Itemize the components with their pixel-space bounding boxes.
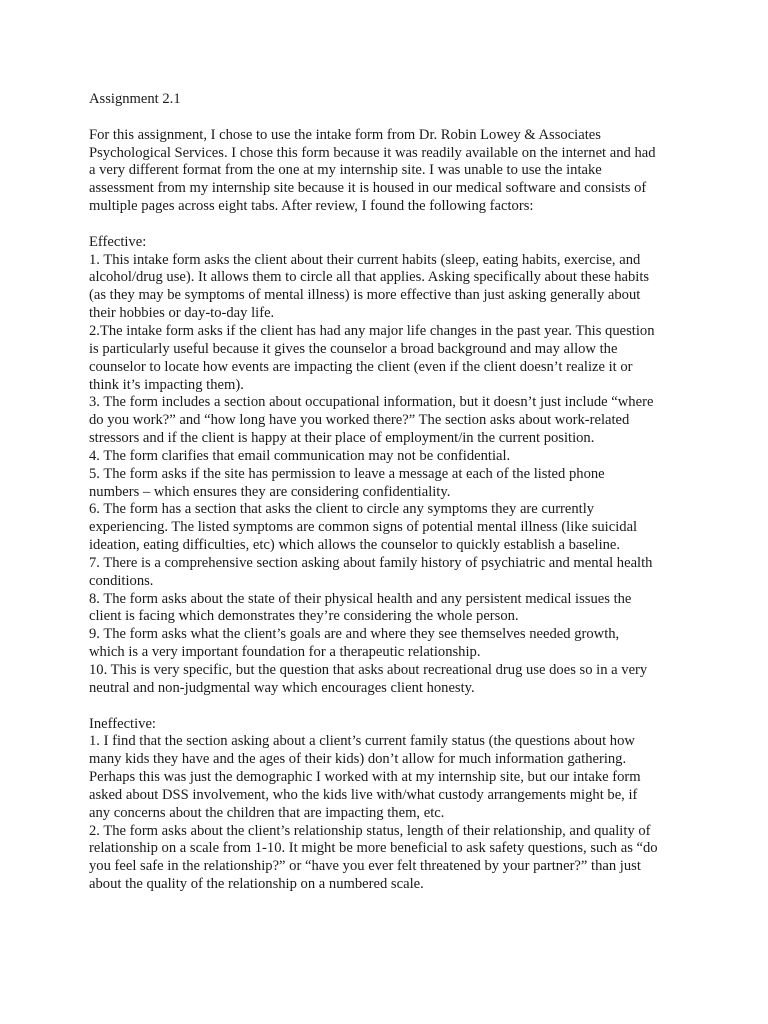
list-item: 5. The form asks if the site has permission to leave a message at each of the listed phone numbers – which ensures they are considering confidentiality. bbox=[89, 465, 605, 500]
list-item: 1. I find that the section asking about a client’s current family status (the questions about how many kids they have and the ages of their kids) don’t allow for much information gathering. Perhaps this was just the demographic I worked with at my internship site, but our intake form asked about DSS involvement, who the kids live with/what custody arrangements might be, if any concerns about the children that are impacting them, etc. bbox=[89, 733, 641, 821]
spacer bbox=[89, 109, 689, 127]
effective-list bbox=[89, 252, 689, 698]
list-item: 2. The form asks about the client’s relationship status, length of their relationship, and quality of relationship on a scale from 1-10. It might be more beneficial to ask safety questions, such as “do you feel safe in the relationship?” or “have you ever felt threatened by your partner?” than just about the quality of the relationship on a numbered scale. bbox=[89, 822, 658, 893]
ineffective-list bbox=[89, 733, 689, 894]
ineffective-heading: Ineffective: bbox=[89, 715, 156, 732]
list-item: 6. The form has a section that asks the client to circle any symptoms they are currently experiencing. The listed symptoms are common signs of potential mental illness (like suicidal ideation, eating difficulties, etc) which allows the counselor to quickly establish a baseline. bbox=[89, 501, 638, 554]
list-item: 3. The form includes a section about occupational information, but it doesn’t just include “where do you work?” and “how long have you worked there?” The section asks about work-related stressors and if the client is happy at their place of employment/in the current position. bbox=[89, 394, 654, 447]
list-item: 2.The intake form asks if the client has had any major life changes in the past year. This question is particularly useful because it gives the counselor a broad background and may allow the counselor to locate how events are impacting the client (even if the client doesn’t realize it or think it’s impacting them). bbox=[89, 322, 655, 393]
effective-heading: Effective: bbox=[89, 233, 147, 250]
list-item: 9. The form asks what the client’s goals are and where they see themselves needed growth, which is a very important foundation for a therapeutic relationship. bbox=[89, 626, 620, 661]
list-item: 8. The form asks about the state of their physical health and any persistent medical issues the client is facing which demonstrates they’re considering the whole person. bbox=[89, 590, 632, 625]
spacer bbox=[89, 216, 689, 234]
list-item: 4. The form clarifies that email communication may not be confidential. bbox=[89, 447, 511, 464]
intro-paragraph: For this assignment, I chose to use the intake form from Dr. Robin Lowey & Associates Psychological Services. I chose this form because it was readily available on the internet and had a very different format from the one at my internship site. I was unable to use the intake assessment from my internship site because it is housed in our medical software and consists of multiple pages across eight tabs. After review, I found the following factors: bbox=[89, 126, 656, 215]
list-item: 10. This is very specific, but the question that asks about recreational drug use does so in a very neutral and non-judgmental way which encourages client honesty. bbox=[89, 662, 648, 696]
list-item: 7. There is a comprehensive section asking about family history of psychiatric and mental health conditions. bbox=[89, 554, 653, 589]
spacer bbox=[89, 698, 689, 716]
document-title: Assignment 2.1 bbox=[89, 91, 181, 107]
document-body bbox=[89, 91, 689, 894]
list-item: 1. This intake form asks the client about their current habits (sleep, eating habits, exercise, and alcohol/drug use). It allows them to circle all that applies. Asking specifically about these habits (as they may be symptoms of mental illness) is more effective than just asking generally about their hobbies or day-to-day life. bbox=[89, 251, 650, 322]
